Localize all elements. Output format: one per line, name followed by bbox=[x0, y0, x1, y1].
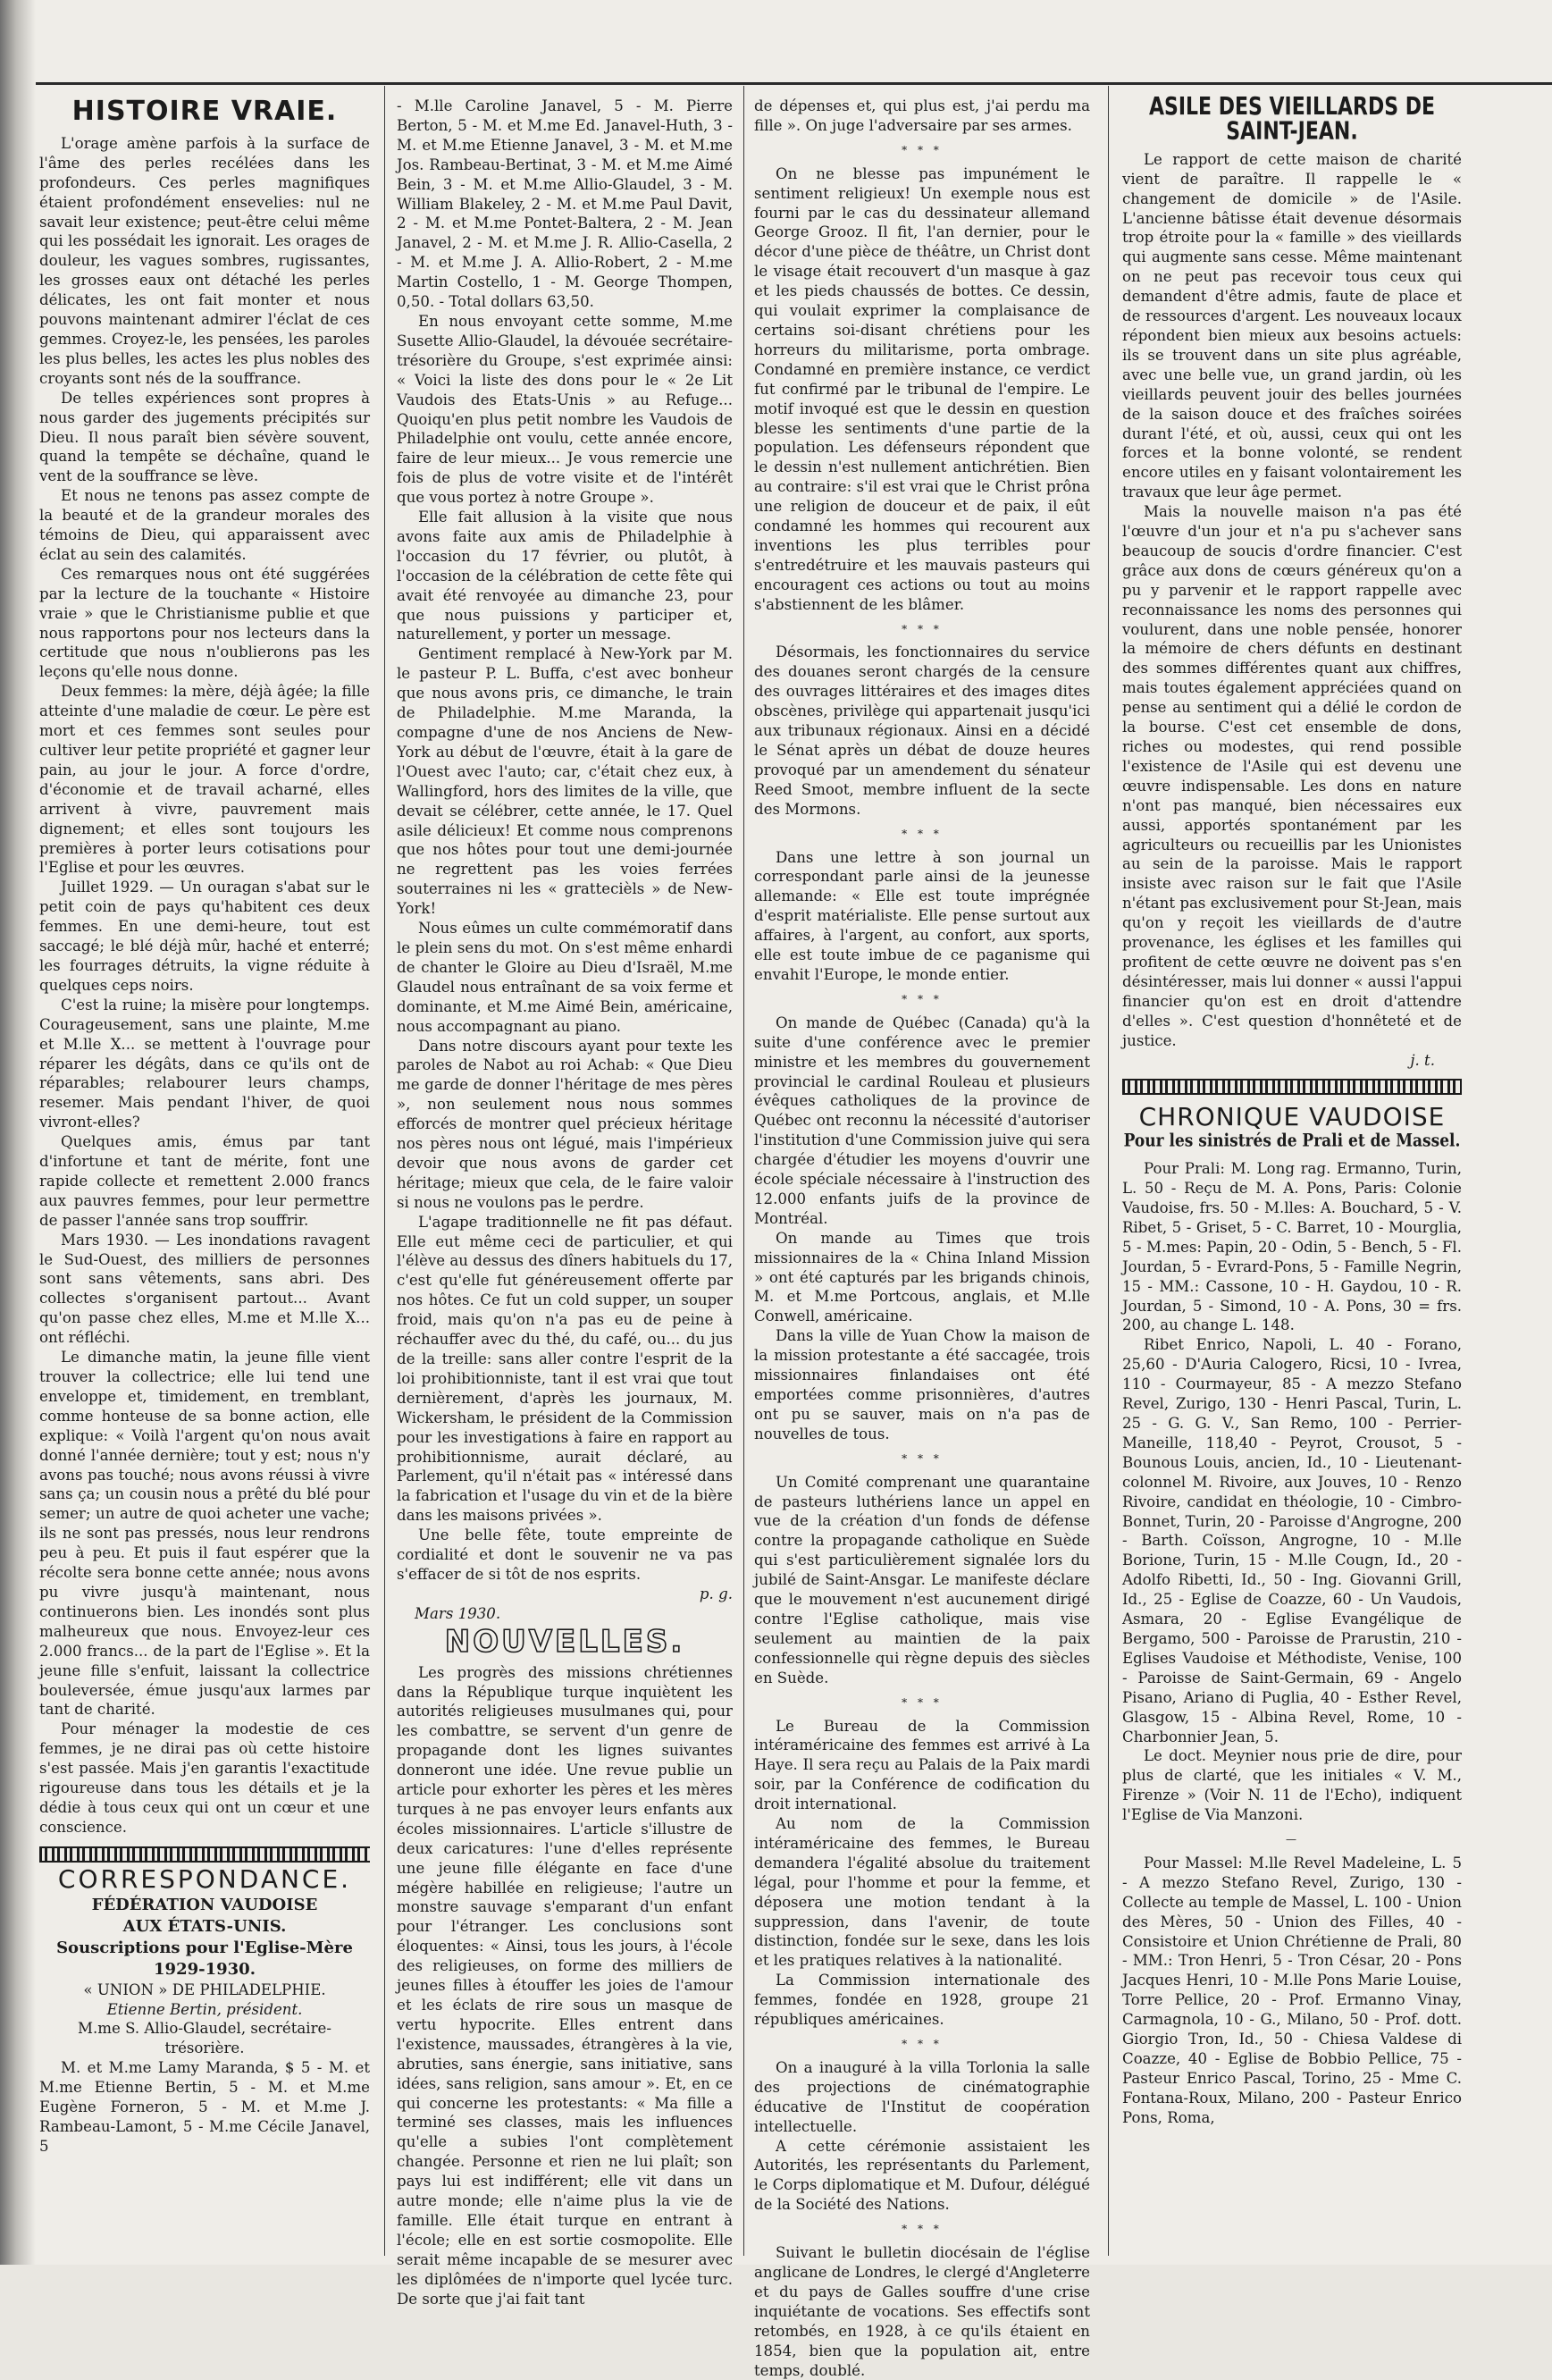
souscriptions-year: 1929-1930. bbox=[154, 1959, 256, 1979]
paragraph: Mais la nouvelle maison n'a pas été l'œuvre d'un jour et n'a pu s'achever sans beaucoup de soucis d'ordre financier. C'est grâce aux dons de cœurs généreux qu'on a pu y parvenir et le rapport rappelle avec reconnaissance les noms des personnes qui voulurent, dans une noble pensée, honorer la mémoire de chers défunts en destinant des sommes différentes quant aux chiffres, mais toutes également appréciées quand on pense au sentiment qui a délié le cordon de la bourse. C'est cet ensemble de dons, riches ou modestes, qui rend possible l'existence de l'Asile qui est devenu une œuvre indispensable. Les dons en nature n'ont pas manqué, bien nécessaires eux aussi, apportés spontanément par les agriculteurs ou recueillis par les Unionistes au sein de la paroisse. Mais le rapport insiste avec raison sur le fait que l'Asile n'étant pas exclusivement pour St-Jean, mais qu'on y reçoit les vieillards de d'autre provenance, les églises et les familles qui profitent de cette œuvre ne doivent pas s'en désintéresser, mais lui donner « aussi l'appui financier qu'on est en droit d'attendre d'elles ». C'est question d'honnêteté et de justice. bbox=[1122, 503, 1462, 1049]
news-paragraph: Le Bureau de la Commission intéraméricaine des femmes est arrivé à La Haye. Il sera reçu au Palais de la Paix mardi soir, par la Conférence de codification du droit international. bbox=[754, 1717, 1090, 1813]
histoire-vraie-title: HISTOIRE VRAIE. bbox=[71, 96, 338, 127]
binding-shadow bbox=[0, 0, 36, 2265]
paragraph: Et nous ne tenons pas assez compte de la beauté et de la grandeur morales des témoins de Dieu, qui apparaissent avec éclat au sein des calamités. bbox=[39, 487, 370, 563]
paragraph: L'agape traditionnelle ne fit pas défaut. Elle eut même ceci de particulier, et qui l'élève au dessus des dîners habituels du 17, c'est qu'elle fut généreusement offerte par nos hôtes. Ce fut un cold supper, un souper froid, mais qu'on n'a pas eu de peine à réchauffer avec du thé, du café, ou... du jus de la treille: sans aller contre l'esprit de la loi prohibitionniste, tant il est vrai que tout dernièrement, d'après les journaux, M. Wickersham, le président de la Commission pour les investigations à faire en rapport au prohibitionnisme, aurait déclaré, au Parlement, qu'il n'était pas « intéressé dans la fabrication et l'usage du vin et de la bière dans les maisons privées ». bbox=[397, 1213, 733, 1525]
donor-list: M. et M.me Lamy Maranda, $ 5 - M. et M.me Etienne Bertin, 5 - M. et M.me Eugène Forneron, 5 - M. et M.me J. Rambeau-Lamont, 5 - M.me Cécile Janavel, 5 bbox=[39, 2059, 370, 2155]
column-3 bbox=[754, 97, 1090, 2379]
column-2 bbox=[397, 97, 733, 2308]
news-paragraph: Les progrès des missions chrétiennes dans la République turque inquiètent les autorités religieuses musulmanes qui, pour les combattre, se servent d'un genre de propagande dont les lignes suivantes donneront une idée. Une revue publie un article pour exhorter les pères et les mères turques à ne pas envoyer leurs enfants aux écoles missionnaires. L'article s'illustre de deux caricatures: l'une d'elles représente une jeune fille élégante en face d'une mégère habillée en religieuse; l'autre un monstre sauvage s'emparant d'un enfant pour l'étranger. Les conclusions sont éloquentes: « Ainsi, tous les jours, à l'école des religieuses, on forme des milliers de jeunes filles à étouffer les joies de l'amour et les éclats de rire sous un masque de vertu hypocrite. Elles entrent dans l'existence, maussades, étrangères à la vie, abruties, sans énergie, sans initiative, sans idées, sans religion, sans amour ». Et, en ce qui concerne les protestants: « Ma fille a terminé ses classes, mais les influences qu'elle a subies l'ont complètement changée. Personne et rien ne lui plaît; son pays lui est indifférent; elle vit dans un autre monde; elle n'aime plus la vie de famille. Elle était turque en entrant à l'école; elle en est sortie cosmopolite. Elle serait même incapable de se mesurer avec les diplômées de n'importe quel lycée turc. De sorte que j'ai fait tant bbox=[397, 1663, 733, 2308]
paragraph: Nous eûmes un culte commémoratif dans le plein sens du mot. On s'est même enhardi de chanter le Gloire au Dieu d'Israël, M.me Glaudel nous entraînant de sa voix ferme et dominante, et M.me Aimé Bein, américaine, nous accompagnant au piano. bbox=[397, 920, 733, 1035]
column-rule bbox=[384, 86, 385, 2256]
separator: * * * bbox=[902, 1451, 943, 1465]
paragraph: Mars 1930. — Les inondations ravagent le Sud-Ouest, des milliers de personnes sont sans vêtements, sans abri. Des collectes s'organisent partout... Avant qu'on passe chez elles, M.me et M.lle X... ont réfléchi. bbox=[39, 1231, 370, 1347]
separator: * * * bbox=[902, 1695, 943, 1709]
souscriptions-heading: Souscriptions pour l'Eglise-Mère bbox=[56, 1938, 353, 1957]
news-paragraph: Dans la ville de Yuan Chow la maison de la mission protestante a été saccagée, trois missionnaires finlandaises ont été emportées comme prisonnières, d'autres ont pu se sauver, mais on n'a pas de nouvelles de tous. bbox=[754, 1327, 1090, 1442]
ornamental-band bbox=[1122, 1079, 1462, 1095]
paragraph: C'est la ruine; la misère pour longtemps. Courageusement, sans une plainte, M.me et M.lle X... se mettent à l'ouvrage pour réparer les dégâts, dans ce qu'ils ont de réparables; relabourer leurs champs, resemer. Mais pendant l'hiver, de quoi vivront-elles? bbox=[39, 996, 370, 1131]
federation-heading: FÉDÉRATION VAUDOISE bbox=[91, 1895, 318, 1914]
chronique-title: CHRONIQUE VAUDOISE bbox=[1138, 1102, 1446, 1132]
news-paragraph: La Commission internationale des femmes, fondée en 1928, groupe 21 républiques américaines. bbox=[754, 1972, 1090, 2029]
paragraph: Dans notre discours ayant pour texte les paroles de Nabot au roi Achab: « Que Dieu me garde de donner l'héritage de mes pères », non seulement nous nous sommes efforcés de montrer quel précieux héritage nos pères nous ont légué, mais l'impérieux devoir que nous avons de garder cet héritage; mieux que cela, de le faire valoir si nous ne voulons pas le perdre. bbox=[397, 1037, 733, 1211]
signature: p. g. bbox=[699, 1585, 733, 1602]
paragraph: Pour ménager la modestie de ces femmes, je ne dirai pas où cette histoire s'est passée. Mais j'en garantis l'exactitude rigoureuse dans tous les détails et je la dédie à tous ceux qui ont un cœur et une conscience. bbox=[39, 1720, 370, 1836]
paragraph: Quelques amis, émus par tant d'infortune et tant de mérite, font une rapide collecte et remettent 2.000 francs aux pauvres femmes, pour leur permettre de passer l'année sans trop souffrir. bbox=[39, 1133, 370, 1229]
news-paragraph: Désormais, les fonctionnaires du service des douanes seront chargés de la censure des ouvrages littéraires et des images dites obscènes, privilège qui appartenait jusqu'ici aux tribunaux régionaux. Ainsi en a décidé le Sénat après un débat de douze heures provoqué par un amendement du sénateur Reed Smoot, membre influent de la secte des Mormons. bbox=[754, 643, 1090, 818]
ornamental-band bbox=[39, 1846, 370, 1863]
separator: — bbox=[1286, 1833, 1298, 1846]
paragraph: Le dimanche matin, la jeune fille vient trouver la collectrice; elle lui tend une enveloppe et, timidement, en tremblant, comme honteuse de sa bonne action, elle explique: « Voilà l'argent qu'on nous avait donné l'année dernière; tout y est; nous n'y avons pas touché; nous avons réussi à vivre sans ça; un cousin nous a prêté du blé pour semer; un autre de quoi acheter une vache; ils ne sont pas pressés, nous leur rendrons peu à peu. Et puis il faut espérer que la récolte sera bonne cette année; nous avons pu vivre jusqu'à maintenant, nous continuerons bien. Les inondés sont plus malheureux que nous. Envoyez-leur ces 2.000 francs... de la part de l'Eglise ». Et la jeune fille s'enfuit, laissant la collectrice bouleversée, émue jusqu'aux larmes par tant de charité. bbox=[39, 1349, 370, 1719]
signature: j. t. bbox=[1410, 1051, 1435, 1069]
news-paragraph: A cette cérémonie assistaient les Autorités, les représentants du Parlement, le Corps diplomatique et M. Dufour, délégué de la Société des Nations. bbox=[754, 2137, 1090, 2214]
column-rule bbox=[1108, 86, 1109, 2256]
column-4 bbox=[1122, 93, 1462, 2247]
paragraph: Le doct. Meynier nous prie de dire, pour plus de clarté, que les initiales « V. M., Firenze » (Voir N. 11 de l'Echo), indiquent l'Eglise de Via Manzoni. bbox=[1122, 1747, 1462, 1824]
separator: * * * bbox=[902, 992, 943, 1005]
paragraph: Une belle fête, toute empreinte de cordialité et dont le souvenir ne va pas s'effacer de si tôt de nos esprits. bbox=[397, 1526, 733, 1583]
news-paragraph: On mande de Québec (Canada) qu'à la suite d'une conférence avec le premier ministre et les membres du gouvernement provincial le cardinal Rouleau et plusieurs évêques catholiques de la province de Québec ont reconnu la nécessité d'autoriser l'institution d'une Commission juive qui sera chargée d'étudier les moyens d'ouvrir une école spéciale nécessaire à l'instruction des 12.000 enfants juifs de la province de Montréal. bbox=[754, 1013, 1090, 1227]
nouvelles-title: NOUVELLES. bbox=[444, 1623, 685, 1660]
date-line: Mars 1930. bbox=[415, 1604, 501, 1622]
separator: * * * bbox=[902, 622, 943, 635]
paragraph: Juillet 1929. — Un ouragan s'abat sur le petit coin de pays qu'habitent ces deux femmes. En une demi-heure, tout est saccagé; le blé déjà mûr, haché et enterré; les fourrages détruits, la vigne réduite à quelques ceps noirs. bbox=[39, 879, 370, 994]
federation-heading-2: AUX ÉTATS-UNIS. bbox=[122, 1916, 287, 1936]
asile-title: ASILE DES VIEILLARDS DE SAINT-JEAN. bbox=[1148, 93, 1436, 146]
paragraph: En nous envoyant cette somme, M.me Susette Allio-Glaudel, la dévouée secrétaire-trésorière du Groupe, s'est exprimée ainsi: « Voici la liste des dons pour le « 2e Lit Vaudois des Etats-Unis » au Refuge... Quoiqu'en plus petit nombre les Vaudois de Philadelphie ont voulu, cette année encore, faire de leur mieux... Je vous remercie une fois de plus de votre visite et de l'intérêt que vous portez à notre Groupe ». bbox=[397, 312, 733, 507]
secretary-line: M.me S. Allio-Glaudel, secrétaire-trésorière. bbox=[78, 2020, 331, 2057]
president-line: Etienne Bertin, président. bbox=[106, 2000, 303, 2018]
news-paragraph: On mande au Times que trois missionnaires de la « China Inland Mission » ont été capturés par les brigands chinois, M. et M.me Portcous, anglais, et M.lle Conwell, américaine. bbox=[754, 1229, 1090, 1325]
paragraph: Gentiment remplacé à New-York par M. le pasteur P. L. Buffa, c'est avec bonheur que nous avons pris, ce dimanche, le train de Philadelphie. M.me Maranda, la compagne d'une de nos Anciens de New-York au début de l'œuvre, était à la gare de l'Ouest avec l'auto; car, c'était chez eux, à Wallingford, hors des limites de la ville, que devait se célébrer, cette année, le 17. Quel asile délicieux! Et comme nous comprenons que nos hôtes pour tout une demi-journée ne regrettent pas les voies ferrées souterraines ni les « grattecièls » de New-York! bbox=[397, 645, 733, 918]
paragraph: Ces remarques nous ont été suggérées par la lecture de la touchante « Histoire vraie » que le Christianisme publie et que nous rapportons pour nos lecteurs dans la certitude que nous n'oublierons pas les leçons qu'elle nous donne. bbox=[39, 565, 370, 681]
paragraph: Le rapport de cette maison de charité vient de paraître. Il rappelle le « changement de domicile » de l'Asile. L'ancienne bâtisse était devenue désormais trop étroite pour la « famille » des vieillards qui augmente sans cesse. Même maintenant on ne peut pas recevoir tous ceux qui demandent d'être admis, faute de place et de ressources d'argent. Les nouveaux locaux répondent bien mieux aux besoins actuels: ils se trouvent dans un site plus agréable, avec une belle vue, un grand jardin, où les vieillards peuvent jouir des belles journées de la saison douce et des fraîches soirées durant l'été, et où, aussi, ceux qui ont les forces et la bonne volonté, se rendent encore utiles en y faisant volontairement les travaux que leur âge permet. bbox=[1122, 150, 1462, 501]
top-rule bbox=[36, 82, 1552, 85]
separator: * * * bbox=[902, 2038, 943, 2050]
separator: * * * bbox=[902, 2223, 943, 2236]
donation-list: Pour Massel: M.lle Revel Madeleine, L. 5 - A mezzo Stefano Revel, Zurigo, 130 - Collecte au temple de Massel, L. 100 - Union des Mères, 50 - Union des Filles, 40 - Consistoire et Union Chrétienne de Prali, 80 - MM.: Tron Henri, 5 - Tron César, 20 - Pons Jacques Henri, 10 - M.lle Pons Marie Louise, Torre Pellice, 20 - Prof. Ermanno Vinay, Carmagnola, 10 - G., Milano, 50 - Prof. dott. Giorgio Tron, Id., 50 - Chiesa Valdese di Coazze, 40 - Eglise de Bobbio Pellice, 75 - Pasteur Enrico Pascal, Torino, 25 - Mme C. Fontana-Roux, Milano, 200 - Pasteur Enrico Pons, Roma, bbox=[1122, 1854, 1462, 2126]
donation-list: Ribet Enrico, Napoli, L. 40 - Forano, 25,60 - D'Auria Calogero, Ricsi, 10 - Ivrea, 110 - Courmayeur, 85 - A mezzo Stefano Revel, Zurigo, 130 - Henri Pascal, Turin, L. 25 - G. G. V., San Remo, 100 - Perrier-Maneille, 118,40 - Peyrot, Crousot, 5 - Bounous Louis, ancien, Id., 10 - Lieutenant-colonnel M. Rivoire, aux Jouves, 10 - Renzo Rivoire, candidat en théologie, 10 - Cimbro-Bonnet, Turin, 20 - Paroisse d'Angrogne, 200 - Barth. Coïsson, Angrogne, 10 - M.lle Borione, Turin, 15 - M.lle Cougn, Id., 20 - Adolfo Ribetti, Id., 50 - Ing. Giovanni Grill, Id., 25 - Eglise de Coazze, 60 - Un Vaudois, Asmara, 20 - Eglise Evangélique de Bergamo, 500 - Paroisse de Prarustin, 210 - Eglises Vaudoise et Méthodiste, Venise, 100 - Paroisse de Saint-Germain, 69 - Angelo Pisano, Ariano di Puglia, 40 - Esther Revel, Glasgow, 15 - Albina Revel, Rome, 10 - Charbonnier Jean, 5. bbox=[1122, 1336, 1462, 1745]
news-paragraph: Suivant le bulletin diocésain de l'église anglicane de Londres, le clergé d'Angleterre et du pays de Galles souffre d'une crise inquiétante de vocations. Ses effectifs sont retombés, en 1928, à ce qu'ils étaient en 1854, bien que la population ait, entre temps, doublé. bbox=[754, 2244, 1090, 2379]
news-paragraph: Un Comité comprenant une quarantaine de pasteurs luthériens lance un appel en vue de la création d'un fonds de défense contre la propagande catholique en Suède qui s'est particulièrement signalée lors du jubilé de Saint-Ansgar. Le manifeste déclare que le mouvement n'est aucunement dirigé contre l'Eglise catholique, mais vise seulement au maintien de la paix confessionnelle qui règne depuis des siècles en Suède. bbox=[754, 1473, 1090, 1686]
paragraph: De telles expériences sont propres à nous garder des jugements précipités sur Dieu. Il nous paraît bien sévère souvent, quand la tempête se déchaîne, quand le vent de la souffrance se lève. bbox=[39, 389, 370, 485]
union-heading: « UNION » DE PHILADELPHIE. bbox=[83, 1981, 326, 1998]
paragraph: L'orage amène parfois à la surface de l'âme des perles recélées dans les profondeurs. Ces perles magnifiques étaient profondément ensevelies: nul ne savait leur existence; peut-être celui même qui les possédait les ignorait. Les orages de douleur, les vagues sombres, rugissantes, les grosses eaux ont détaché les perles délicates, les ont fait monter et nous pouvons maintenant admirer l'éclat de ces gemmes. Croyez-le, les pensées, les paroles les plus belles, les actes les plus nobles des croyants sont nés de la souffrance. bbox=[39, 134, 370, 387]
column-1 bbox=[39, 97, 370, 2247]
separator: * * * bbox=[902, 143, 943, 156]
correspondance-title: CORRESPONDANCE. bbox=[57, 1863, 352, 1894]
column-rule bbox=[743, 86, 744, 2256]
news-paragraph: Dans une lettre à son journal un correspondant parle ainsi de la jeunesse allemande: « Elle est toute imprégnée d'esprit matérialiste. Elle pense surtout aux affaires, à l'argent, au confort, aux sports, elle est toute imbue de ce paganisme qui envahit l'Europe, le monde entier. bbox=[754, 848, 1090, 983]
news-paragraph: On a inauguré à la villa Torlonia la salle des projections de cinématographie éducative de l'Institut de coopération intellectuelle. bbox=[754, 2058, 1090, 2135]
donor-list-continued: - M.lle Caroline Janavel, 5 - M. Pierre Berton, 5 - M. et M.me Ed. Janavel-Huth, 3 - M. et M.me Etienne Janavel, 3 - M. et M.me Jos. Rambeau-Bertinat, 3 - M. et M.me Aimé Bein, 3 - M. et M.me Allio-Glaudel, 3 - M. William Blakeley, 2 - M. et M.me Paul Davit, 2 - M. et M.me Pontet-Baltera, 2 - M. Jean Janavel, 2 - M. et M.me J. R. Allio-Casella, 2 - M. et M.me J. A. Allio-Robert, 2 - M.me Martin Costello, 1 - M. George Thompen, 0,50. - Total dollars 63,50. bbox=[397, 97, 733, 311]
news-paragraph: Au nom de la Commission intéraméricaine des femmes, le Bureau demandera l'égalité absolue du traitement légal, pour l'homme et pour la femme, et déposera une motion tendant à la suppression, dans l'avenir, de toute distinction, fondée sur le sexe, dans les lois et les pratiques relatives à la nationalité. bbox=[754, 1815, 1090, 1970]
paragraph: Deux femmes: la mère, déjà âgée; la fille atteinte d'une maladie de cœur. Le père est mort et ces femmes sont seules pour cultiver leur petite propriété et gagner leur pain, au jour le jour. A force d'ordre, d'économie et de travail acharné, elles arrivent à vivre, pauvrement mais dignement; et elles sont toujours les premières à porter leurs cotisations pour l'Eglise et pour les œuvres. bbox=[39, 683, 370, 877]
paragraph: Elle fait allusion à la visite que nous avons faite aux amis de Philadelphie à l'occasion du 17 février, ou plutôt, à l'occasion de la célébration de cette fête qui avait été renvoyée au dimanche 23, pour que nous puissions y participer et, naturellement, y porter un message. bbox=[397, 509, 733, 643]
news-paragraph: de dépenses et, qui plus est, j'ai perdu ma fille ». On juge l'adversaire par ses armes. bbox=[754, 97, 1090, 134]
news-paragraph: On ne blesse pas impunément le sentiment religieux! Un exemple nous est fourni par le cas du dessinateur allemand George Grooz. Il fit, l'an dernier, pour le décor d'une pièce de théâtre, un Christ dont le visage était recouvert d'un masque à gaz et les pieds chaussés de bottes. Ce dessin, qui voulait exprimer la complaisance de certains soi-disant chrétiens pour les horreurs du militarisme, porta ombrage. Condamné en première instance, ce verdict fut confirmé par le tribunal de l'empire. Le motif invoqué est que le dessin en question blesse les sentiments d'une partie de la population. Les défenseurs répondent que le dessin n'est nullement antichrétien. Bien au contraire: s'il est vrai que le Christ prôna une religion de douceur et de paix, il eût condamné les hommes qui recourent aux inventions les plus terribles pour s'entredétruire et les mauvais pasteurs qui encouragent ces actions ou tout au moins s'abstiennent de les blâmer. bbox=[754, 164, 1090, 613]
sinistres-heading: Pour les sinistrés de Prali et de Massel. bbox=[1123, 1131, 1461, 1152]
donation-list: Pour Prali: M. Long rag. Ermanno, Turin, L. 50 - Reçu de M. A. Pons, Paris: Colonie Vaudoise, frs. 50 - M.lles: A. Bouchard, 5 - V. Ribet, 5 - Griset, 5 - C. Barret, 10 - Mourglia, 5 - M.mes: Papin, 20 - Odin, 5 - Bench, 5 - Fl. Jourdan, 5 - Evrard-Pons, 5 - Famille Negrin, 15 - MM.: Cassone, 10 - H. Gaydou, 10 - R. Jourdan, 5 - Simond, 10 - A. Pons, 30 = frs. 200, au change L. 148. bbox=[1122, 1160, 1462, 1334]
separator: * * * bbox=[902, 827, 943, 840]
